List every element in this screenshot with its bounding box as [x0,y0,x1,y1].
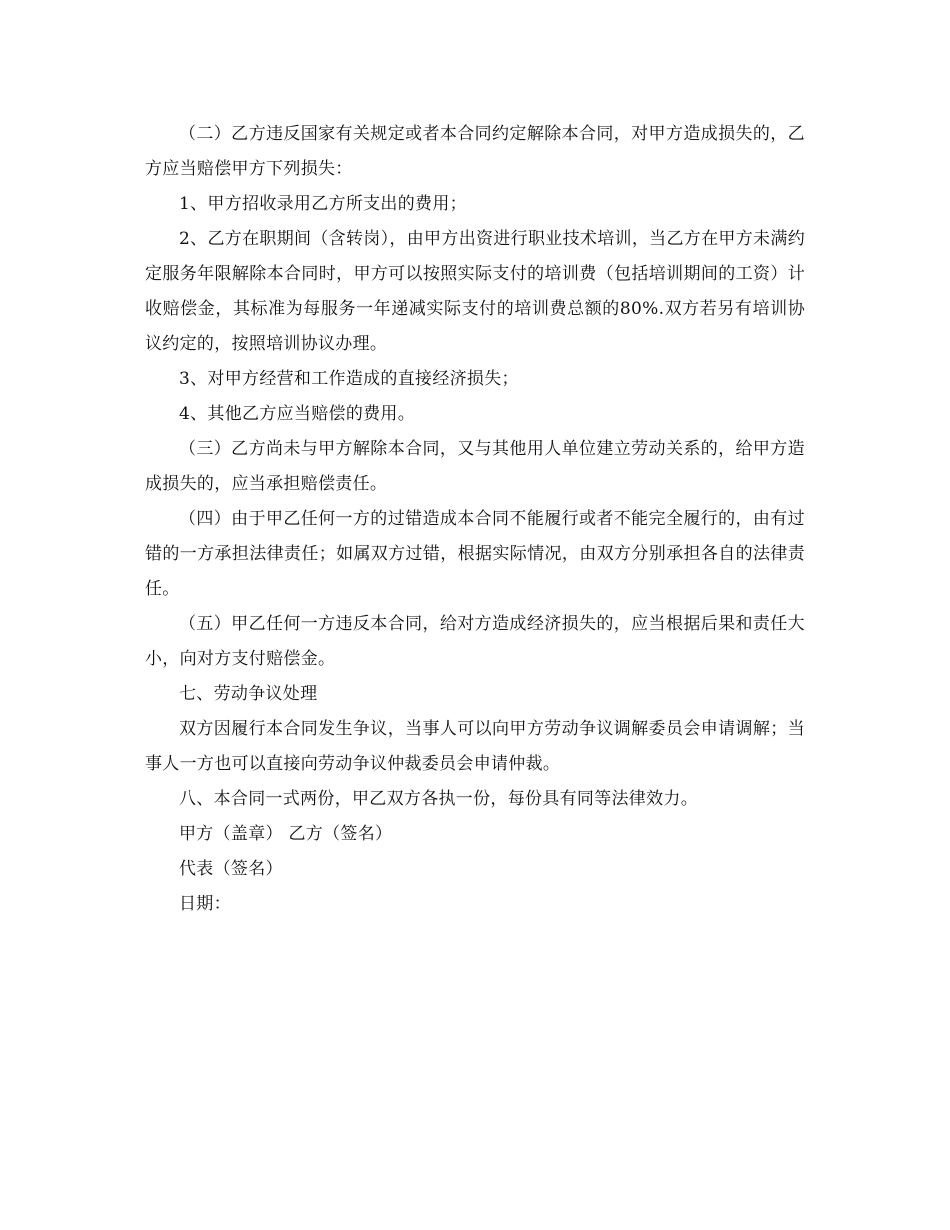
paragraph-clause-4: （四）由于甲乙任何一方的过错造成本合同不能履行或者不能完全履行的，由有过错的一方承担法律责任；如属双方过错，根据实际情况，由双方分别承担各自的法律责任。 [145,509,805,599]
paragraph-copies: 八、本合同一式两份，甲乙双方各执一份，每份具有同等法律效力。 [179,789,698,809]
signature-representative: 代表（签名） [179,859,283,879]
paragraph-item-4: 4、其他乙方应当赔偿的费用。 [179,404,416,424]
paragraph-clause-3: （三）乙方尚未与甲方解除本合同，又与其他用人单位建立劳动关系的，给甲方造成损失的，应当承担赔偿责任。 [145,439,805,494]
paragraph-item-3: 3、对甲方经营和工作造成的直接经济损失； [179,369,519,389]
paragraph-dispute: 双方因履行本合同发生争议，当事人可以向甲方劳动争议调解委员会申请调解；当事人一方也可以直接向劳动争议仲裁委员会申请仲裁。 [145,719,805,774]
document-body [145,117,805,922]
section-heading-dispute: 七、劳动争议处理 [179,684,318,704]
signature-parties: 甲方（盖章） 乙方（签名） [179,824,393,844]
paragraph-clause-5: （五）甲乙任何一方违反本合同，给对方造成经济损失的，应当根据后果和责任大小，向对方支付赔偿金。 [145,614,805,669]
signature-date: 日期： [179,894,231,914]
paragraph-item-1: 1、甲方招收录用乙方所支出的费用； [179,194,467,214]
paragraph-clause-2: （二）乙方违反国家有关规定或者本合同约定解除本合同，对甲方造成损失的，乙方应当赔偿甲方下列损失： [145,124,805,179]
paragraph-item-2: 2、乙方在职期间（含转岗），由甲方出资进行职业技术培训，当乙方在甲方未满约定服务年限解除本合同时，甲方可以按照实际支付的培训费（包括培训期间的工资）计收赔偿金，其标准为每服务一年递减实际支付的培训费总额的80%.双方若另有培训协议约定的，按照培训协议办理。 [145,229,805,354]
